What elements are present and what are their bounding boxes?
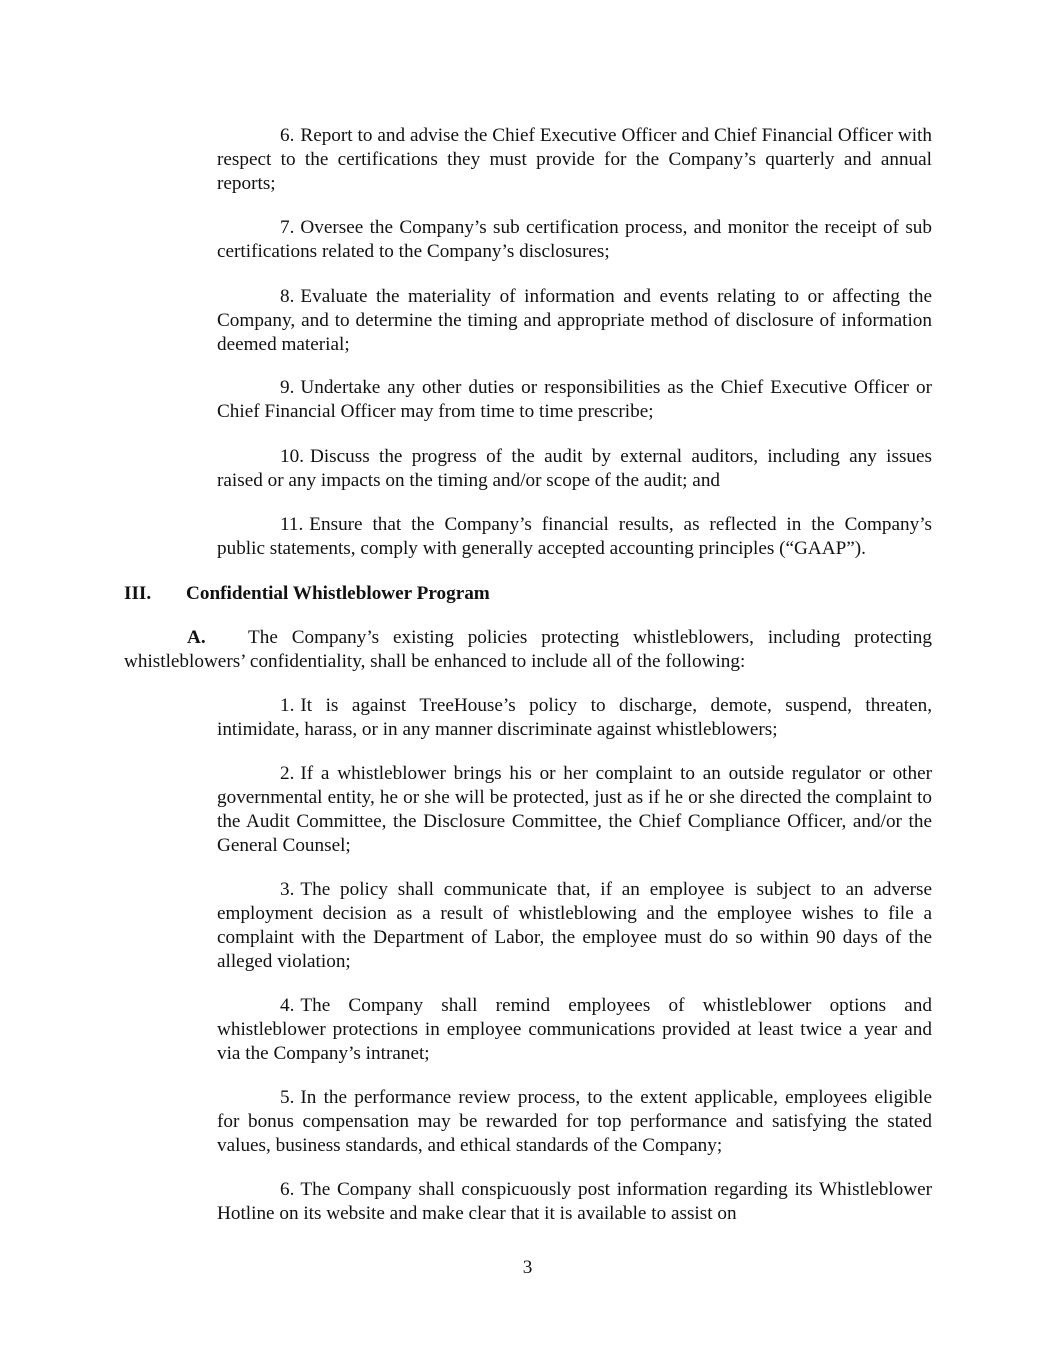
section-heading [124, 582, 490, 606]
item-number: 7. [280, 217, 295, 238]
item-text: If a whistleblower brings his or her complaint to an outside regulator or other governmental entity, he or she will be protected, just as if he or she directed the complaint to the Audit Committee, the Disclosure Committee, the Chief Compliance Officer, and/or the General Counsel; [217, 763, 932, 856]
subsection-paragraph [124, 626, 932, 674]
item-number: 9. [280, 377, 295, 398]
item-text: Undertake any other duties or responsibilities as the Chief Executive Officer or Chief Financial Officer may from time to time prescribe; [217, 377, 932, 422]
item-number: 6. [280, 125, 295, 146]
page-number: 3 [522, 1257, 533, 1278]
item-text: Discuss the progress of the audit by external auditors, including any issues raised or any impacts on the timing and/or scope of the audit; and [217, 446, 932, 491]
section-title: Confidential Whistleblower Program [186, 583, 490, 604]
list-item [217, 216, 932, 264]
list-item [217, 1086, 932, 1158]
list-item [217, 445, 932, 493]
list-item [217, 878, 932, 974]
item-text: Oversee the Company’s sub certification process, and monitor the receipt of sub certifications related to the Company’s disclosures; [217, 217, 932, 262]
list-item [217, 124, 932, 196]
list-item [217, 762, 932, 858]
item-number: 3. [280, 879, 295, 900]
item-text: In the performance review process, to the extent applicable, employees eligible for bonus compensation may be rewarded for top performance and satisfying the stated values, business standards, and ethical standards of the Company; [217, 1087, 932, 1156]
subsection-letter: A. [187, 627, 206, 648]
item-text: The policy shall communicate that, if an employee is subject to an adverse employment decision as a result of whistleblowing and the employee wishes to file a complaint with the Department of Labor, the employee must do so within 90 days of the alleged violation; [217, 879, 932, 972]
item-number: 10. [280, 446, 304, 467]
item-number: 4. [280, 995, 295, 1016]
item-number: 6. [280, 1179, 295, 1200]
list-item [217, 1178, 932, 1226]
item-text: The Company shall conspicuously post information regarding its Whistleblower Hotline on its website and make clear that it is available to assist on [217, 1179, 932, 1224]
item-number: 1. [280, 695, 295, 716]
item-number: 2. [280, 763, 295, 784]
item-text: Report to and advise the Chief Executive Officer and Chief Financial Officer with respect to the certifications they must provide for the Company’s quarterly and annual reports; [217, 125, 932, 194]
item-number: 5. [280, 1087, 295, 1108]
item-number: 11. [280, 514, 304, 535]
item-text: The Company shall remind employees of whistleblower options and whistleblower protections in employee communications provided at least twice a year and via the Company’s intranet; [217, 995, 932, 1064]
list-item [217, 994, 932, 1066]
item-text: Evaluate the materiality of information and events relating to or affecting the Company, and to determine the timing and appropriate method of disclosure of information deemed material; [217, 286, 932, 355]
list-item [217, 694, 932, 742]
list-item [217, 376, 932, 424]
list-item [217, 285, 932, 357]
list-item [217, 513, 932, 561]
subsection-text: The Company’s existing policies protecting whistleblowers, including protecting whistleblowers’ confidentiality, shall be enhanced to include all of the following: [124, 627, 932, 672]
item-text: Ensure that the Company’s financial results, as reflected in the Company’s public statements, comply with generally accepted accounting principles (“GAAP”). [217, 514, 932, 559]
item-text: It is against TreeHouse’s policy to discharge, demote, suspend, threaten, intimidate, harass, or in any manner discriminate against whistleblowers; [217, 695, 932, 740]
item-number: 8. [280, 286, 295, 307]
section-number: III. [124, 583, 152, 604]
